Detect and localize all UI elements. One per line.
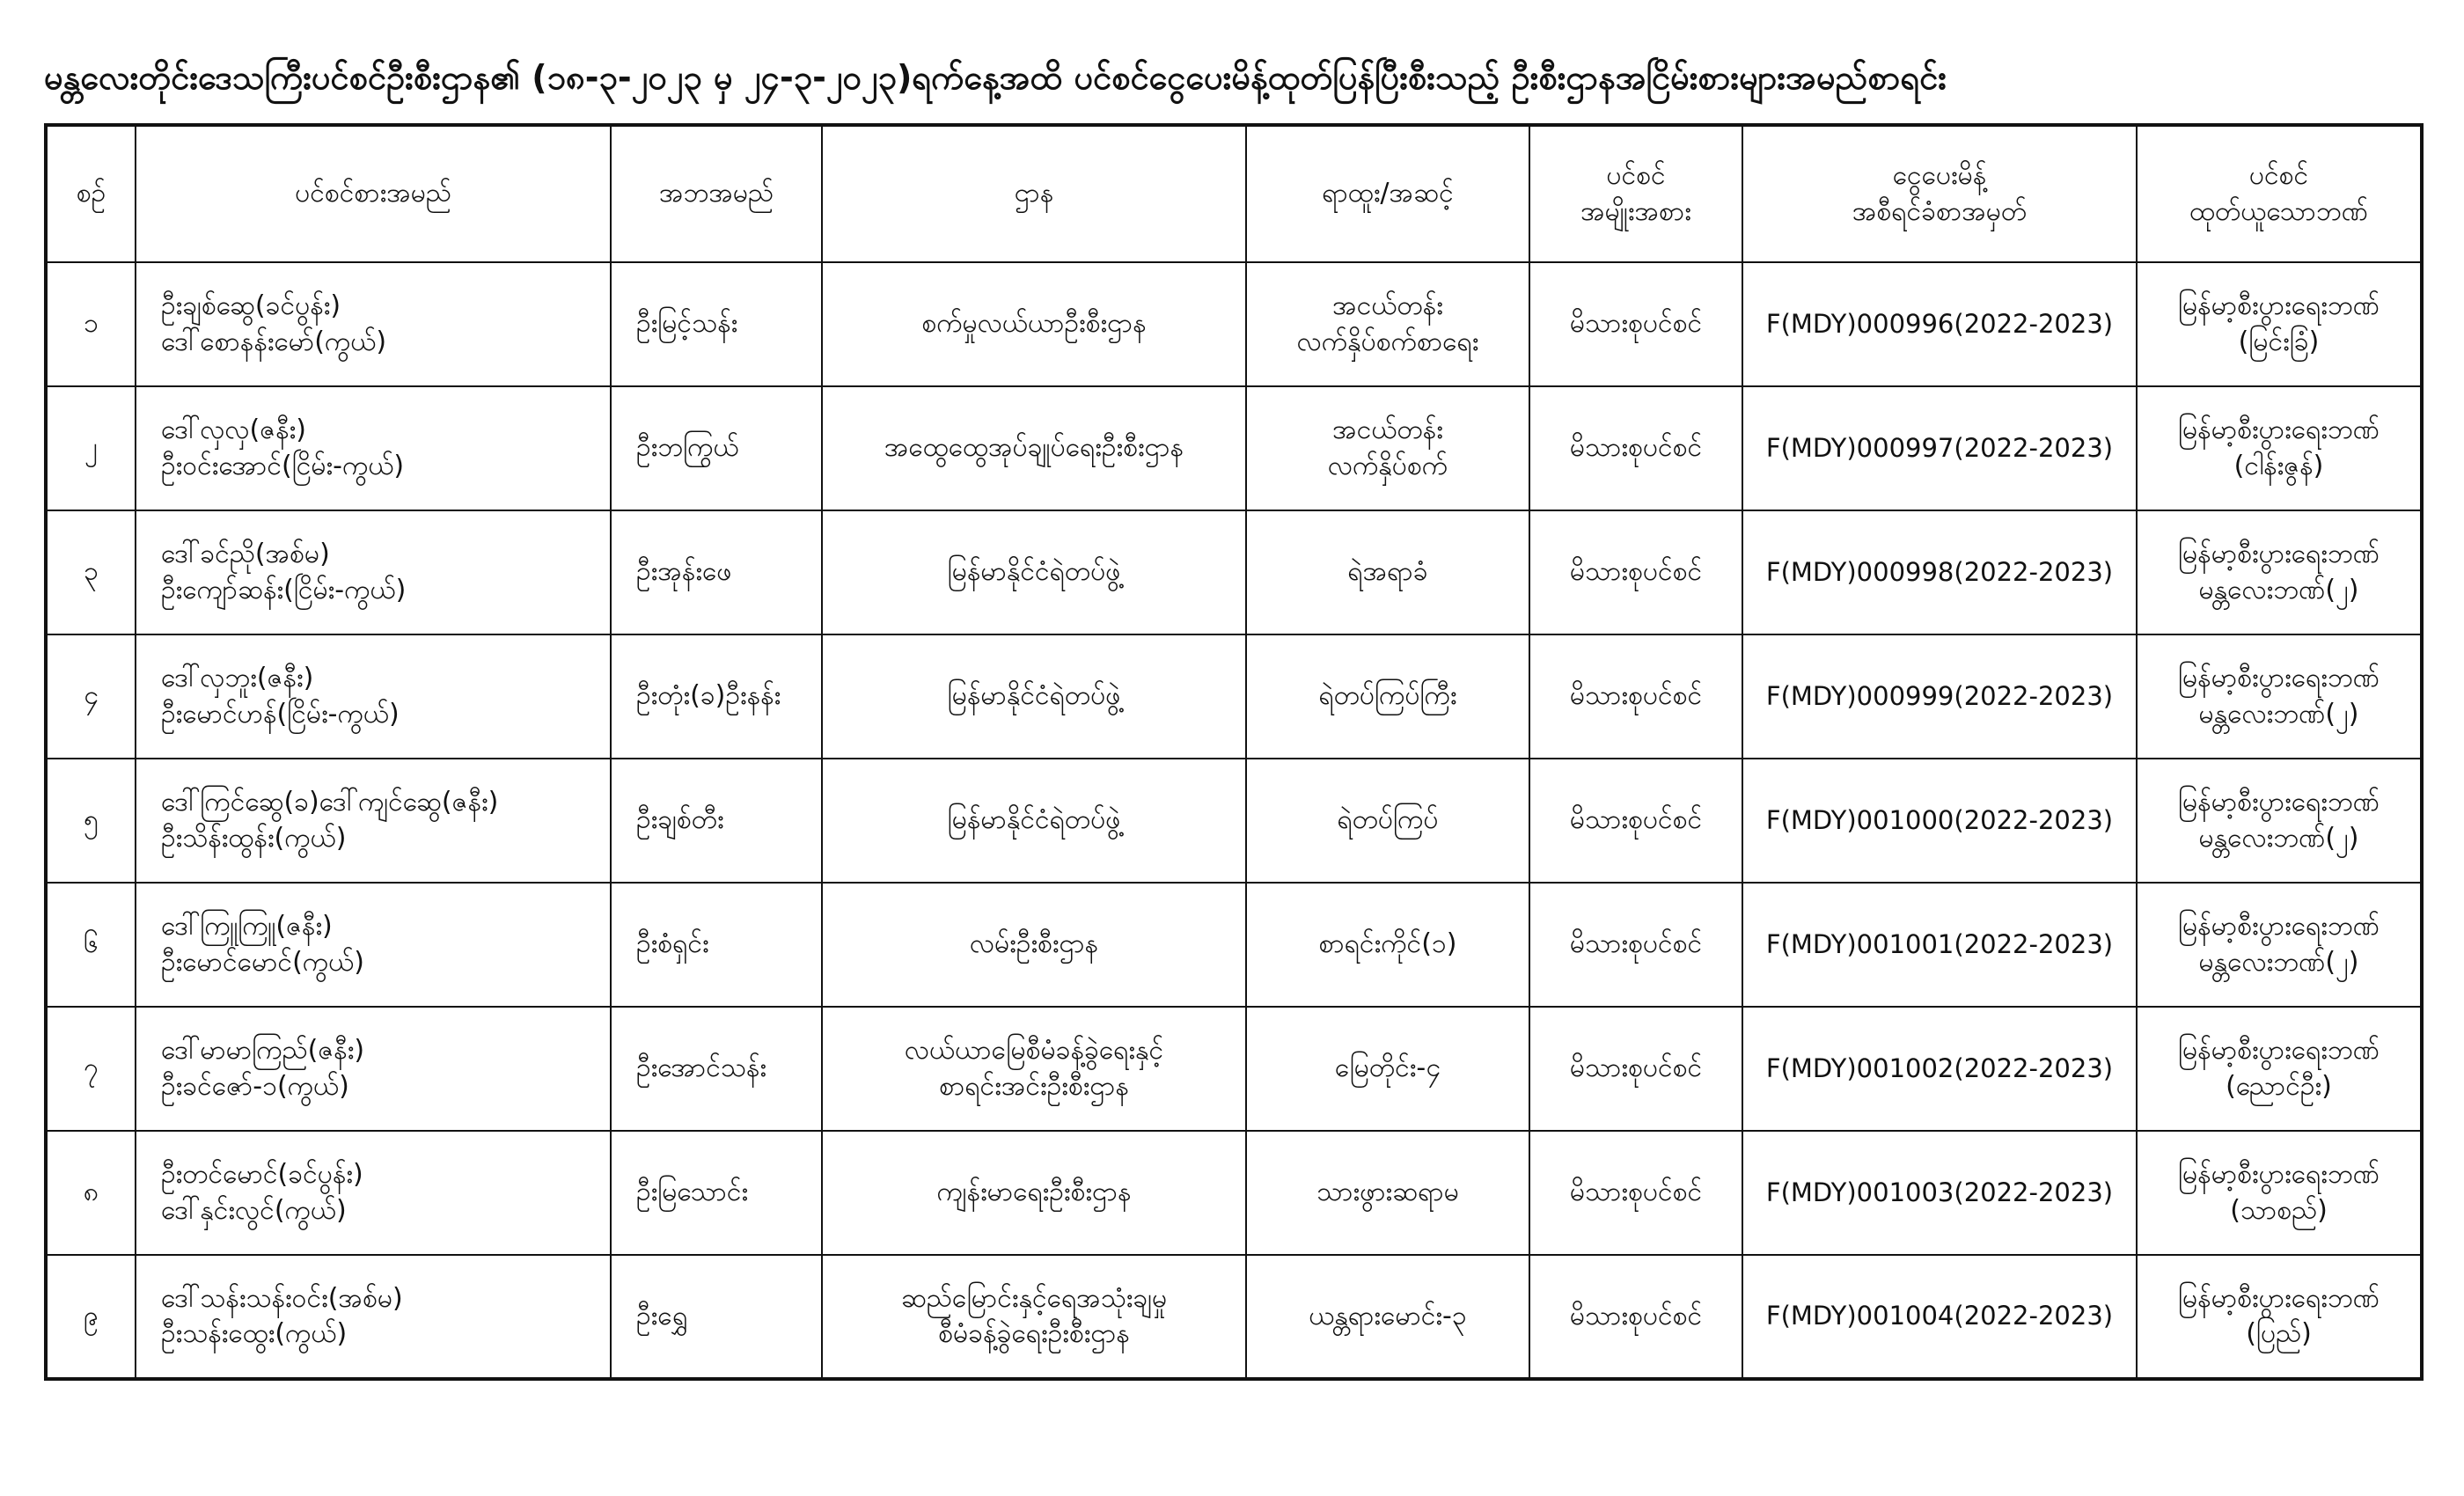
header-label: ပင်စင်စားအမည်	[295, 178, 451, 209]
col-pension-type-header	[1529, 125, 1742, 262]
cell-no	[46, 634, 136, 759]
header-label: ရာထူး/အဆင့်	[1322, 178, 1454, 209]
cell-no-text: ၈	[83, 1177, 99, 1208]
cell-pension-type	[1529, 510, 1742, 634]
cell-pensioner-name-text: ဦးဝင်းအောင်(ငြိမ်း-ကွယ်)	[161, 450, 405, 481]
cell-bank-text: မြန်မာ့စီးပွားရေးဘဏ်	[2178, 1282, 2380, 1314]
cell-father-name-text: ဦးရွှေ	[636, 1300, 688, 1331]
cell-bank-text: မန္တလေးဘဏ်(၂)	[2198, 698, 2359, 730]
cell-department	[822, 1131, 1246, 1255]
cell-pensioner-name-text: ဦးခင်ဇော်-၁(ကွယ်)	[161, 1070, 349, 1102]
cell-no	[46, 510, 136, 634]
cell-department-text: စာရင်းအင်းဦးစီးဌာန	[939, 1070, 1129, 1102]
cell-no-text: ၃	[84, 556, 99, 588]
cell-pensioner-name-text: ဒေါ်ကြူကြူ(ဇနီး)	[161, 911, 333, 942]
header-label: ငွေပေးမိန့်	[1892, 160, 1987, 191]
document-title: မန္တလေးတိုင်းဒေသကြီးပင်စင်ဦးစီးဌာန၏ (၁၈-၃-၂၀၂၃ မှ ၂၄-၃-၂၀၂၃)ရက်နေ့အထိ ပင်စင်ငွေပေးမိန့်ထုတ်ပြန်ပြီးစီးသည့် ဦးစီးဌာနအငြိမ်းစားများအမည်စာရင်း	[44, 58, 1947, 97]
cell-father-name	[611, 262, 822, 386]
cell-no-text: ၄	[84, 680, 99, 712]
col-no-header	[46, 125, 136, 262]
cell-pension-type-text: မိသားစုပင်စင်	[1569, 1177, 1703, 1208]
cell-pension-type	[1529, 1007, 1742, 1131]
cell-rank	[1246, 1131, 1529, 1255]
cell-no-text: ၇	[84, 1052, 99, 1084]
cell-order-number	[1742, 759, 2137, 883]
cell-order-number-text: F(MDY)001004(2022-2023)	[1765, 1301, 2114, 1331]
cell-bank-text: မြန်မာ့စီးပွားရေးဘဏ်	[2178, 290, 2380, 321]
cell-order-number	[1742, 510, 2137, 634]
table-row	[46, 759, 2422, 883]
cell-bank-text: မြန်မာ့စီးပွားရေးဘဏ်	[2178, 911, 2380, 942]
cell-rank-text: လက်နှိပ်စက်	[1327, 450, 1448, 481]
cell-no	[46, 1007, 136, 1131]
cell-father-name	[611, 1131, 822, 1255]
cell-father-name-text: ဦးစံရှင်း	[636, 928, 709, 960]
cell-rank	[1246, 883, 1529, 1007]
cell-pensioner-name-text: ဦးမောင်မောင်(ကွယ်)	[161, 946, 364, 978]
table-row	[46, 262, 2422, 386]
cell-bank-text: မြန်မာ့စီးပွားရေးဘဏ်	[2178, 1035, 2380, 1066]
cell-bank	[2137, 1007, 2422, 1131]
cell-pensioner-name	[136, 759, 611, 883]
cell-pensioner-name	[136, 386, 611, 510]
cell-no	[46, 1131, 136, 1255]
cell-order-number	[1742, 262, 2137, 386]
pensioner-table	[44, 123, 2424, 1381]
cell-pension-type-text: မိသားစုပင်စင်	[1569, 308, 1703, 340]
header-label: ပင်စင်	[1606, 160, 1666, 191]
cell-bank	[2137, 1131, 2422, 1255]
cell-bank-text: မန္တလေးဘဏ်(၂)	[2198, 574, 2359, 605]
cell-order-number	[1742, 1255, 2137, 1379]
cell-pension-type-text: မိသားစုပင်စင်	[1569, 928, 1703, 960]
cell-pensioner-name	[136, 1131, 611, 1255]
cell-pensioner-name-text: ဒေါ်လှဘူး(ဇနီး)	[161, 663, 314, 693]
col-department-header	[822, 125, 1246, 262]
cell-pension-type-text: မိသားစုပင်စင်	[1569, 1300, 1703, 1331]
cell-pensioner-name-text: ဦးချစ်ဆွေ(ခင်ပွန်း)	[161, 290, 341, 321]
cell-department-text: ကျန်းမာရေးဦးစီးဌာန	[936, 1177, 1132, 1208]
cell-order-number	[1742, 386, 2137, 510]
cell-order-number	[1742, 1131, 2137, 1255]
cell-pension-type	[1529, 759, 1742, 883]
cell-bank	[2137, 386, 2422, 510]
cell-rank	[1246, 510, 1529, 634]
cell-father-name-text: ဦးတုံး(ခ)ဦးနန်း	[636, 680, 781, 712]
cell-father-name	[611, 634, 822, 759]
header-row	[46, 125, 2422, 262]
cell-order-number-text: F(MDY)000998(2022-2023)	[1765, 556, 2114, 587]
cell-no	[46, 1255, 136, 1379]
cell-rank	[1246, 1255, 1529, 1379]
cell-department	[822, 1255, 1246, 1379]
cell-no-text: ၉	[84, 1300, 99, 1331]
cell-bank-text: မြန်မာ့စီးပွားရေးဘဏ်	[2178, 1159, 2380, 1190]
cell-rank-text: ရဲတပ်ကြပ်ကြီး	[1318, 680, 1457, 712]
col-order-number-header	[1742, 125, 2137, 262]
cell-rank	[1246, 386, 1529, 510]
cell-pensioner-name-text: ဦးသိန်းထွန်း(ကွယ်)	[161, 822, 347, 854]
cell-order-number-text: F(MDY)000997(2022-2023)	[1765, 432, 2114, 463]
cell-pensioner-name-text: ဦးသန်းထွေး(ကွယ်)	[161, 1318, 348, 1349]
cell-department	[822, 883, 1246, 1007]
cell-pension-type	[1529, 634, 1742, 759]
cell-department-text: မြန်မာနိုင်ငံရဲတပ်ဖွဲ့	[947, 804, 1121, 836]
cell-order-number-text: F(MDY)001003(2022-2023)	[1765, 1177, 2114, 1207]
table-row	[46, 510, 2422, 634]
cell-pension-type-text: မိသားစုပင်စင်	[1569, 1052, 1703, 1084]
header-label-line2: အစီရင်ခံစာအမှတ်	[1852, 195, 2028, 227]
cell-pensioner-name-text: ဒေါ်ခင်ညို(အစ်မ)	[161, 539, 330, 569]
cell-rank-text: လက်နှိပ်စက်စာရေး	[1296, 326, 1479, 357]
cell-father-name	[611, 510, 822, 634]
cell-bank-text: မန္တလေးဘဏ်(၂)	[2198, 822, 2359, 854]
cell-order-number-text: F(MDY)000996(2022-2023)	[1765, 308, 2114, 339]
cell-pensioner-name	[136, 1007, 611, 1131]
cell-bank-text: (မြင်းခြံ)	[2238, 326, 2320, 357]
cell-department-text: စီမံခန့်ခွဲရေးဦးစီးဌာန	[938, 1318, 1130, 1349]
cell-pensioner-name-text: ဒေါ်လှလှ(ဇနီး)	[161, 414, 306, 445]
cell-no	[46, 386, 136, 510]
cell-department	[822, 634, 1246, 759]
cell-no-text: ၆	[84, 928, 99, 960]
cell-department	[822, 386, 1246, 510]
cell-bank-text: (ငါန်းဇွန်)	[2233, 450, 2324, 481]
cell-order-number	[1742, 634, 2137, 759]
header-label: ပင်စင်	[2248, 160, 2309, 191]
cell-order-number	[1742, 1007, 2137, 1131]
cell-pension-type-text: မိသားစုပင်စင်	[1569, 680, 1703, 712]
table-row	[46, 1007, 2422, 1131]
col-pensioner-name-header	[136, 125, 611, 262]
cell-bank-text: မြန်မာ့စီးပွားရေးဘဏ်	[2178, 414, 2380, 445]
cell-bank-text: မြန်မာ့စီးပွားရေးဘဏ်	[2178, 663, 2380, 693]
cell-father-name-text: ဦးအောင်သန်း	[636, 1052, 767, 1084]
cell-rank	[1246, 759, 1529, 883]
cell-pension-type	[1529, 883, 1742, 1007]
cell-department	[822, 262, 1246, 386]
cell-department-text: အထွေထွေအုပ်ချုပ်ရေးဦးစီးဌာန	[884, 432, 1184, 464]
cell-father-name-text: ဦးမြင့်သန်း	[636, 308, 738, 340]
cell-father-name	[611, 759, 822, 883]
cell-rank-text: စာရင်းကိုင်(၁)	[1318, 928, 1457, 960]
table-row	[46, 883, 2422, 1007]
cell-bank	[2137, 883, 2422, 1007]
cell-department-text: မြန်မာနိုင်ငံရဲတပ်ဖွဲ့	[947, 556, 1121, 588]
cell-no-text: ၅	[84, 804, 99, 836]
cell-pension-type	[1529, 386, 1742, 510]
cell-bank	[2137, 510, 2422, 634]
cell-father-name	[611, 1007, 822, 1131]
cell-bank	[2137, 759, 2422, 883]
cell-pension-type-text: မိသားစုပင်စင်	[1569, 556, 1703, 588]
cell-pensioner-name	[136, 1255, 611, 1379]
cell-father-name	[611, 386, 822, 510]
cell-department	[822, 759, 1246, 883]
cell-pension-type	[1529, 1131, 1742, 1255]
table-row	[46, 386, 2422, 510]
cell-rank	[1246, 634, 1529, 759]
cell-no-text: ၂	[84, 432, 98, 464]
cell-pensioner-name-text: ဦးတင်မောင်(ခင်ပွန်း)	[161, 1159, 363, 1190]
cell-no-text: ၁	[84, 308, 99, 340]
table-row	[46, 634, 2422, 759]
cell-father-name-text: ဦးချစ်တီး	[636, 804, 724, 836]
cell-rank-text: သားဖွားဆရာမ	[1316, 1177, 1459, 1208]
cell-pensioner-name	[136, 634, 611, 759]
cell-department-text: ဆည်မြောင်းနှင့်ရေအသုံးချမှု	[900, 1282, 1168, 1314]
cell-pension-type-text: မိသားစုပင်စင်	[1569, 804, 1703, 836]
cell-pensioner-name-text: ဒေါ်စောနန်းမော်(ကွယ်)	[161, 326, 387, 357]
cell-rank	[1246, 1007, 1529, 1131]
cell-bank-text: (ပြည်)	[2246, 1318, 2312, 1349]
cell-department-text: လမ်းဦးစီးဌာန	[969, 928, 1099, 960]
col-rank-header	[1246, 125, 1529, 262]
cell-rank-text: ရဲတပ်ကြပ်	[1337, 804, 1439, 836]
cell-rank-text: မြေတိုင်း-၄	[1334, 1052, 1441, 1084]
cell-department-text: မြန်မာနိုင်ငံရဲတပ်ဖွဲ့	[947, 680, 1121, 712]
table-body	[46, 262, 2422, 1379]
col-bank-header	[2137, 125, 2422, 262]
cell-pensioner-name	[136, 262, 611, 386]
cell-no	[46, 262, 136, 386]
cell-order-number-text: F(MDY)001002(2022-2023)	[1765, 1052, 2114, 1083]
cell-bank-text: (ညောင်ဦး)	[2226, 1070, 2332, 1102]
cell-pensioner-name-text: ဒေါ်ကြင်ဆွေ(ခ)ဒေါ်ကျင်ဆွေ(ဇနီး)	[161, 787, 499, 818]
cell-bank-text: မန္တလေးဘဏ်(၂)	[2198, 946, 2359, 978]
cell-pensioner-name-text: ဦးကျော်ဆန်း(ငြိမ်း-ကွယ်)	[161, 574, 407, 605]
table-row	[46, 1131, 2422, 1255]
cell-father-name-text: ဦးမြသောင်း	[636, 1177, 749, 1208]
cell-pensioner-name-text: ဒေါ်သန်းသန်းဝင်း(အစ်မ)	[161, 1282, 403, 1314]
cell-department-text: စက်မှုလယ်ယာဦးစီးဌာန	[921, 308, 1147, 340]
header-label: ဌာန	[1014, 178, 1054, 209]
cell-order-number-text: F(MDY)000999(2022-2023)	[1765, 680, 2114, 711]
cell-bank-text: မြန်မာ့စီးပွားရေးဘဏ်	[2178, 539, 2380, 569]
header-label: အဘအမည်	[658, 178, 774, 209]
cell-bank-text: (သာစည်)	[2230, 1194, 2328, 1226]
cell-pension-type	[1529, 1255, 1742, 1379]
cell-rank-text: အငယ်တန်း	[1332, 290, 1443, 321]
cell-department	[822, 1007, 1246, 1131]
cell-pension-type-text: မိသားစုပင်စင်	[1569, 432, 1703, 464]
cell-father-name-text: ဦးအုန်းဖေ	[636, 556, 732, 588]
cell-bank	[2137, 634, 2422, 759]
cell-bank	[2137, 1255, 2422, 1379]
cell-rank-text: ယန္တရားမောင်း-၃	[1309, 1300, 1467, 1331]
cell-pensioner-name-text: ဒေါ်နှင်းလွင်(ကွယ်)	[161, 1194, 347, 1226]
cell-pensioner-name-text: ဒေါ်မာမာကြည်(ဇနီး)	[161, 1035, 365, 1066]
cell-pensioner-name	[136, 883, 611, 1007]
cell-bank	[2137, 262, 2422, 386]
cell-department-text: လယ်ယာမြေစီမံခန့်ခွဲရေးနှင့်	[904, 1035, 1164, 1066]
cell-pension-type	[1529, 262, 1742, 386]
col-father-name-header	[611, 125, 822, 262]
table-row	[46, 1255, 2422, 1379]
cell-order-number	[1742, 883, 2137, 1007]
cell-no	[46, 883, 136, 1007]
cell-bank-text: မြန်မာ့စီးပွားရေးဘဏ်	[2178, 787, 2380, 818]
header-label-line2: ထုတ်ယူသောဘဏ်	[2189, 195, 2368, 227]
header-label-line2: အမျိုးအစား	[1580, 195, 1691, 227]
cell-no	[46, 759, 136, 883]
cell-department	[822, 510, 1246, 634]
cell-rank-text: ရဲအရာခံ	[1347, 556, 1428, 588]
cell-order-number-text: F(MDY)001000(2022-2023)	[1765, 804, 2114, 835]
cell-father-name	[611, 883, 822, 1007]
cell-rank	[1246, 262, 1529, 386]
cell-order-number-text: F(MDY)001001(2022-2023)	[1765, 928, 2114, 959]
header-label: စဉ်	[76, 178, 106, 209]
cell-pensioner-name	[136, 510, 611, 634]
cell-father-name-text: ဦးဘကြွယ်	[636, 432, 739, 464]
cell-pensioner-name-text: ဦးမောင်ဟန်(ငြိမ်း-ကွယ်)	[161, 698, 400, 730]
cell-rank-text: အငယ်တန်း	[1332, 414, 1443, 445]
cell-father-name	[611, 1255, 822, 1379]
